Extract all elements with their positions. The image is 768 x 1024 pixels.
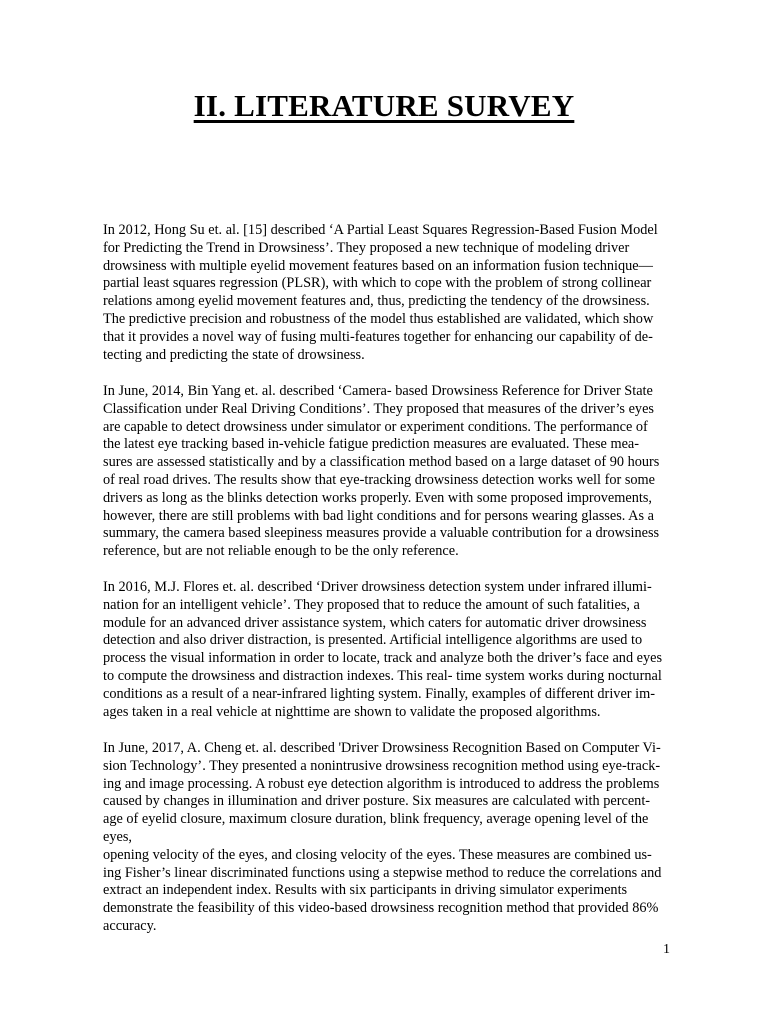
- text-line: opening velocity of the eyes, and closing velocity of the eyes. These measures are combined us-: [103, 846, 652, 863]
- text-line: In June, 2017, A. Cheng et. al. described 'Driver Drowsiness Recognition Based on Computer Vi-: [103, 740, 661, 756]
- text-line: conditions as a result of a near-infrared lighting system. Finally, examples of different driver im-: [103, 685, 655, 702]
- text-line: nation for an intelligent vehicle’. They proposed that to reduce the amount of such fatalities, a: [103, 596, 640, 613]
- text-line: reference, but are not reliable enough to be the only reference.: [103, 543, 459, 560]
- text-line: caused by changes in illumination and driver posture. Six measures are calculated with percent-: [103, 793, 651, 810]
- text-line: sures are assessed statistically and by a classification method based on a large dataset of 90 hours: [103, 454, 660, 471]
- paragraph-flores-2016: [103, 579, 688, 721]
- text-line: relations among eyelid movement features and, thus, predicting the tendency of the drowsiness.: [103, 293, 650, 310]
- text-line: sion Technology’. They presented a nonintrusive drowsiness recognition method using eye-track-: [103, 757, 661, 774]
- paragraph-hong-su-2012: [103, 222, 688, 364]
- page-number: 1: [663, 942, 670, 957]
- text-line: demonstrate the feasibility of this video-based drowsiness recognition method that provided 86%: [103, 900, 659, 917]
- text-line: to compute the drowsiness and distraction indexes. This real- time system works during nocturnal: [103, 667, 662, 684]
- page-title: II. LITERATURE SURVEY: [193, 88, 575, 123]
- text-line: detection and also driver distraction, is presented. Artificial intelligence algorithms are used to: [103, 632, 643, 649]
- text-line: Classification under Real Driving Conditions’. They proposed that measures of the driver’s eyes: [103, 400, 654, 417]
- text-line: ages taken in a real vehicle at nighttime are shown to validate the proposed algorithms.: [103, 703, 601, 720]
- text-line: In 2012, Hong Su et. al. [15] described ‘A Partial Least Squares Regression-Based Fusion Model: [103, 222, 658, 238]
- text-line: tecting and predicting the state of drowsiness.: [103, 346, 365, 363]
- text-line: In 2016, M.J. Flores et. al. described ‘Driver drowsiness detection system under infrared illumi-: [103, 579, 652, 595]
- text-line: however, there are still problems with bad light conditions and for persons wearing glasses. As a: [103, 507, 654, 524]
- text-line: The predictive precision and robustness of the model thus established are validated, which show: [103, 310, 654, 327]
- text-line: summary, the camera based sleepiness measures provide a valuable contribution for a drowsiness: [103, 525, 660, 542]
- text-line: that it provides a novel way of fusing multi-features together for enhancing our capability of de-: [103, 328, 653, 345]
- paragraph-bin-yang-2014: [103, 383, 688, 561]
- text-line: module for an advanced driver assistance system, which caters for automatic driver drowsiness: [103, 614, 647, 631]
- text-line: for Predicting the Trend in Drowsiness’. They proposed a new technique of modeling driver: [103, 239, 630, 256]
- paragraph-cheng-2017: [103, 740, 688, 936]
- text-line: ing and image processing. A robust eye detection algorithm is introduced to address the problems: [103, 775, 660, 792]
- text-line: drowsiness with multiple eyelid movement features based on an information fusion technique—: [103, 257, 653, 274]
- text-line: the latest eye tracking based in-vehicle fatigue prediction measures are evaluated. These mea-: [103, 436, 640, 453]
- text-line: In June, 2014, Bin Yang et. al. described ‘Camera- based Drowsiness Reference for Driver State: [103, 383, 653, 399]
- text-line: process the visual information in order to locate, track and analyze both the driver’s face and eyes: [103, 650, 663, 667]
- text-line: age of eyelid closure, maximum closure duration, blink frequency, average opening level of the: [103, 811, 649, 828]
- text-line: eyes,: [103, 828, 132, 845]
- text-line: accuracy.: [103, 917, 157, 934]
- text-line: are capable to detect drowsiness under simulator or experiment conditions. The performance of: [103, 418, 648, 435]
- text-line: partial least squares regression (PLSR), with which to cope with the problem of strong collinear: [103, 275, 652, 292]
- text-line: ing Fisher’s linear discriminated functions using a stepwise method to reduce the correlations and: [103, 864, 662, 881]
- text-line: extract an independent index. Results with six participants in driving simulator experiments: [103, 882, 628, 899]
- text-line: of real road drives. The results show that eye-tracking drowsiness detection works well for some: [103, 471, 656, 488]
- text-line: drivers as long as the blinks detection works properly. Even with some proposed improvements,: [103, 489, 652, 506]
